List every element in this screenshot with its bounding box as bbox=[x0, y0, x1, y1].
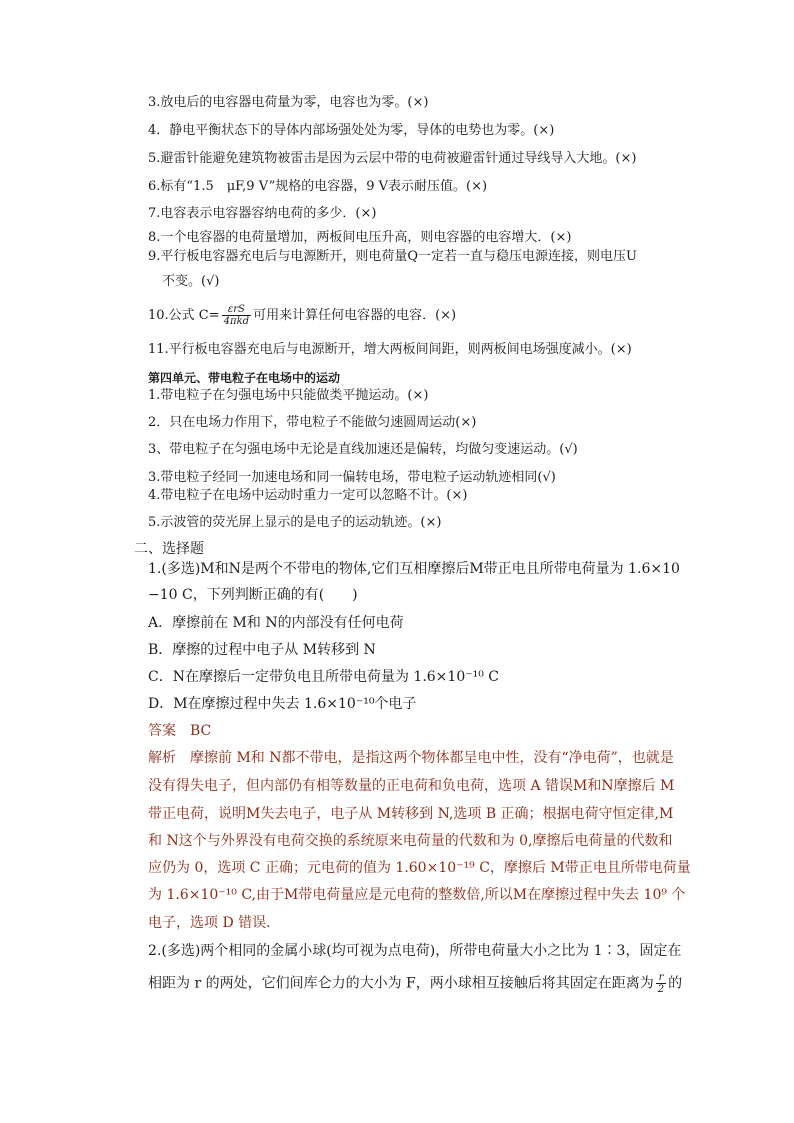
unit3-item-6: 6.标有“1.5 μF,9 V”规格的电容器，9 V表示耐压值。(×) bbox=[148, 179, 488, 194]
fraction-denominator: 4πkd bbox=[223, 316, 250, 327]
q1-analysis-line5: 应仍为 0，选项 C 正确；元电荷的值为 1.60×10⁻¹⁹ C，摩擦后 M带正电且所带电荷量 bbox=[148, 860, 691, 876]
q2-stem-line2 bbox=[148, 972, 682, 995]
q1-stem-line1: 1.(多选)M和N是两个不带电的物体,它们互相摩擦后M带正电且所带电荷量为 1.6×10 bbox=[148, 561, 680, 577]
unit3-item-9-cont: 不变。(√) bbox=[162, 274, 220, 289]
q1-option-c: C．N在摩擦后一定带负电且所带电荷量为 1.6×10⁻¹⁰ C bbox=[148, 669, 499, 685]
q1-analysis-line6: 为 1.6×10⁻¹⁰ C,由于M带电荷量应是元电荷的整数倍,所以M在摩擦过程中失去 10⁹ 个 bbox=[148, 887, 686, 903]
unit4-item-1: 1.带电粒子在匀强电场中只能做类平抛运动。(×) bbox=[148, 388, 429, 403]
fraction-denominator: 2 bbox=[657, 984, 665, 995]
unit3-item-4: 4．静电平衡状态下的导体内部场强处处为零，导体的电势也为零。(×) bbox=[148, 123, 555, 138]
unit4-item-4: 4.带电粒子在电场中运动时重力一定可以忽略不计。(×) bbox=[148, 488, 468, 503]
q1-option-b: B．摩擦的过程中电子从 M转移到 N bbox=[148, 642, 376, 658]
formula-suffix: 可用来计算任何电容器的电容．(×) bbox=[253, 308, 457, 323]
unit3-item-7: 7.电容表示电容器容纳电荷的多少．(×) bbox=[148, 206, 377, 221]
fraction-numerator: εrS bbox=[222, 304, 251, 316]
formula-prefix: 10.公式 C= bbox=[148, 308, 220, 323]
unit4-item-5: 5.示波管的荧光屏上显示的是电子的运动轨迹。(×) bbox=[148, 515, 442, 530]
q1-stem-line2: −10 C，下列判断正确的有( ) bbox=[148, 587, 358, 603]
unit4-item-3a: 3、带电粒子在匀强电场中无论是直线加速还是偏转，均做匀变速运动。(√) bbox=[148, 442, 578, 457]
q2-stem-line1: 2.(多选)两个相同的金属小球(均可视为点电荷)，所带电荷量大小之比为 1∶3，固定在 bbox=[148, 943, 682, 959]
q1-analysis-line1: 解析 摩擦前 M和 N都不带电，是指这两个物体都呈电中性，没有“净电荷”，也就是 bbox=[148, 750, 674, 766]
unit3-item-9: 9.平行板电容器充电后与电源断开，则电荷量Q一定若一直与稳压电源连接，则电压U bbox=[148, 249, 638, 264]
unit3-item-8: 8.一个电容器的电荷量增加，两板间电压升高，则电容器的电容增大．(×) bbox=[148, 230, 572, 245]
fraction-numerator: r bbox=[656, 972, 666, 984]
unit4-heading: 第四单元、带电粒子在电场中的运动 bbox=[148, 371, 341, 385]
unit3-item-5: 5.避雷针能避免建筑物被雷击是因为云层中带的电荷被避雷针通过导线导入大地。(×) bbox=[148, 151, 637, 166]
q1-analysis-line7: 电子，选项 D 错误． bbox=[148, 915, 281, 931]
unit3-item-3: 3.放电后的电容器电荷量为零，电容也为零。(×) bbox=[148, 95, 429, 110]
q2-line2-prefix: 相距为 r 的两处，它们间库仑力的大小为 F，两小球相互接触后将其固定在距离为 bbox=[148, 975, 654, 992]
q1-option-a: A．摩擦前在 M和 N的内部没有任何电荷 bbox=[148, 615, 404, 631]
unit3-item-11: 11.平行板电容器充电后与电源断开，增大两板间间距，则两板间电场强度减小。(×) bbox=[148, 342, 632, 357]
q2-line2-suffix: 的 bbox=[668, 975, 683, 992]
capacitance-fraction bbox=[222, 304, 251, 327]
q1-option-d: D．M在摩擦过程中失去 1.6×10⁻¹⁰个电子 bbox=[148, 696, 417, 712]
unit3-item-10 bbox=[148, 304, 456, 327]
r-over-2-fraction bbox=[656, 972, 666, 995]
q1-analysis-line4: 和 N这个与外界没有电荷交换的系统原来电荷量的代数和为 0,摩擦后电荷量的代数和 bbox=[148, 833, 673, 849]
unit4-item-2: 2．只在电场力作用下，带电粒子不能做匀速圆周运动(×) bbox=[148, 415, 477, 430]
unit4-item-3b: 3.带电粒子经同一加速电场和同一偏转电场，带电粒子运动轨迹相同(√) bbox=[148, 470, 556, 485]
q1-analysis-line2: 没有得失电子，但内部仍有相等数量的正电荷和负电荷，选项 A 错误M和N摩擦后 M bbox=[148, 778, 675, 794]
section-2-heading: 二、选择题 bbox=[134, 541, 204, 557]
q1-analysis-line3: 带正电荷，说明M失去电子，电子从 M转移到 N,选项 B 正确；根据电荷守恒定律,M bbox=[148, 806, 674, 822]
q1-answer: 答案 BC bbox=[148, 723, 212, 739]
